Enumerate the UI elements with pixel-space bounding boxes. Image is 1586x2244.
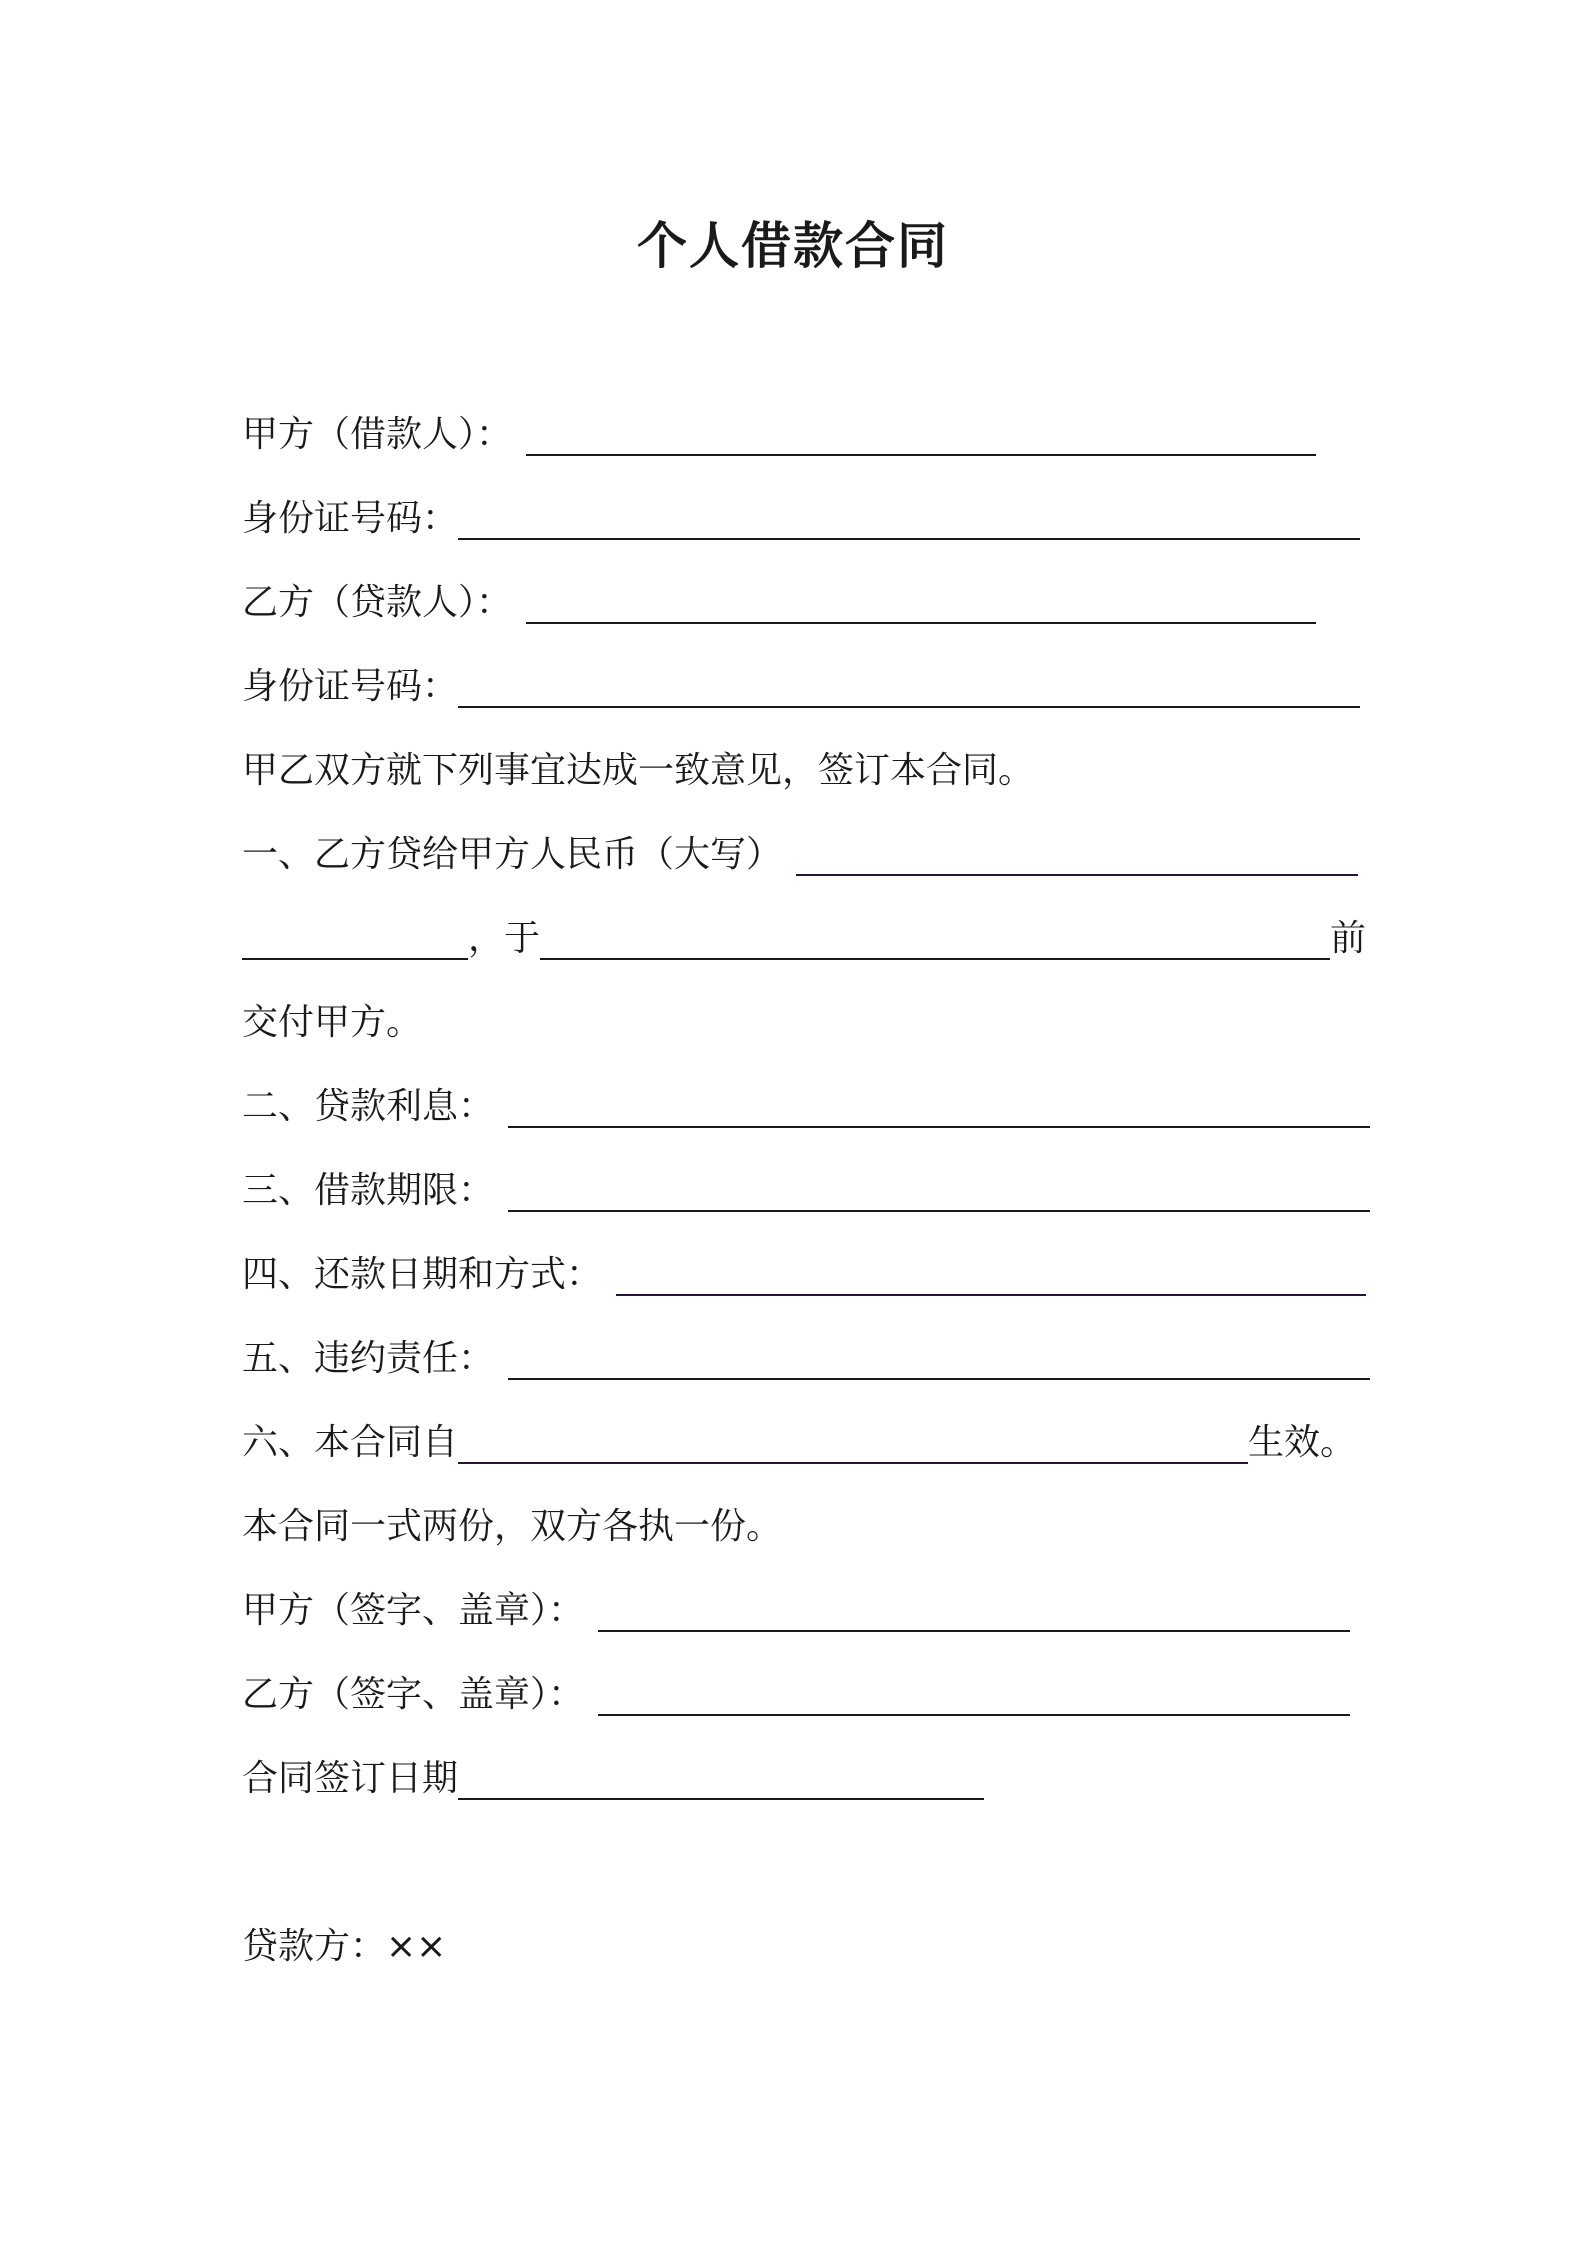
borrower-blank xyxy=(526,418,1316,456)
lender-id-blank xyxy=(458,670,1360,708)
lender-id-label: 身份证号码： xyxy=(242,666,459,707)
clause-4-row xyxy=(242,1248,1366,1302)
clause-2-row xyxy=(242,1080,1370,1134)
clause-6-prefix: 六、本合同自 xyxy=(242,1422,459,1463)
clause-1-row xyxy=(242,828,1358,882)
clause-1-row-2 xyxy=(242,912,1366,966)
borrower-id-label: 身份证号码： xyxy=(242,498,459,539)
lender-name-text: 贷款方：×× xyxy=(242,1926,447,1967)
copies-text: 本合同一式两份，双方各执一份。 xyxy=(242,1506,783,1547)
signature-a-label: 甲方（签字、盖章）： xyxy=(242,1590,585,1631)
loan-amount-blank xyxy=(796,838,1358,876)
signature-b-label: 乙方（签字、盖章）： xyxy=(242,1674,585,1715)
clause-1-before: 前 xyxy=(1330,918,1367,959)
signature-a-row xyxy=(242,1584,1350,1638)
clause-5-label: 五、违约责任： xyxy=(242,1338,495,1379)
clause-1-mid: ，于 xyxy=(468,918,541,959)
lender-label: 乙方（贷款人）： xyxy=(242,582,513,623)
lender-id-row xyxy=(242,660,1360,714)
document-title: 个人借款合同 xyxy=(637,217,949,275)
clause-5-row xyxy=(242,1332,1370,1386)
delivery-date-blank xyxy=(540,922,1330,960)
signature-a-blank xyxy=(598,1594,1350,1632)
intro-row xyxy=(242,744,1034,798)
signature-b-row xyxy=(242,1668,1350,1722)
lender-row xyxy=(242,576,1316,630)
effective-date-blank xyxy=(458,1426,1248,1464)
lender-blank xyxy=(526,586,1316,624)
term-blank xyxy=(508,1174,1370,1212)
repayment-blank xyxy=(616,1258,1366,1296)
lender-name-row xyxy=(242,1920,446,1974)
clause-2-label: 二、贷款利息： xyxy=(242,1086,495,1127)
breach-blank xyxy=(508,1342,1370,1380)
clause-4-label: 四、还款日期和方式： xyxy=(242,1254,603,1295)
clause-3-row xyxy=(242,1164,1370,1218)
loan-amount-blank-2 xyxy=(242,922,468,960)
intro-text: 甲乙双方就下列事宜达成一致意见，签订本合同。 xyxy=(242,750,1035,791)
sign-date-label: 合同签订日期 xyxy=(242,1758,459,1799)
clause-3-label: 三、借款期限： xyxy=(242,1170,495,1211)
clause-1-continuation: 交付甲方。 xyxy=(242,1002,423,1043)
clause-6-suffix: 生效。 xyxy=(1248,1422,1357,1463)
signature-b-blank xyxy=(598,1678,1350,1716)
borrower-row xyxy=(242,408,1316,462)
clause-6-row xyxy=(242,1416,1356,1470)
copies-row xyxy=(242,1500,782,1554)
clause-1-row-3 xyxy=(242,996,422,1050)
borrower-id-row xyxy=(242,492,1360,546)
borrower-label: 甲方（借款人）： xyxy=(242,414,513,455)
sign-date-row xyxy=(242,1752,984,1806)
clause-1-prefix: 一、乙方贷给甲方人民币（大写） xyxy=(242,834,783,875)
sign-date-blank xyxy=(458,1762,984,1800)
interest-blank xyxy=(508,1090,1370,1128)
borrower-id-blank xyxy=(458,502,1360,540)
